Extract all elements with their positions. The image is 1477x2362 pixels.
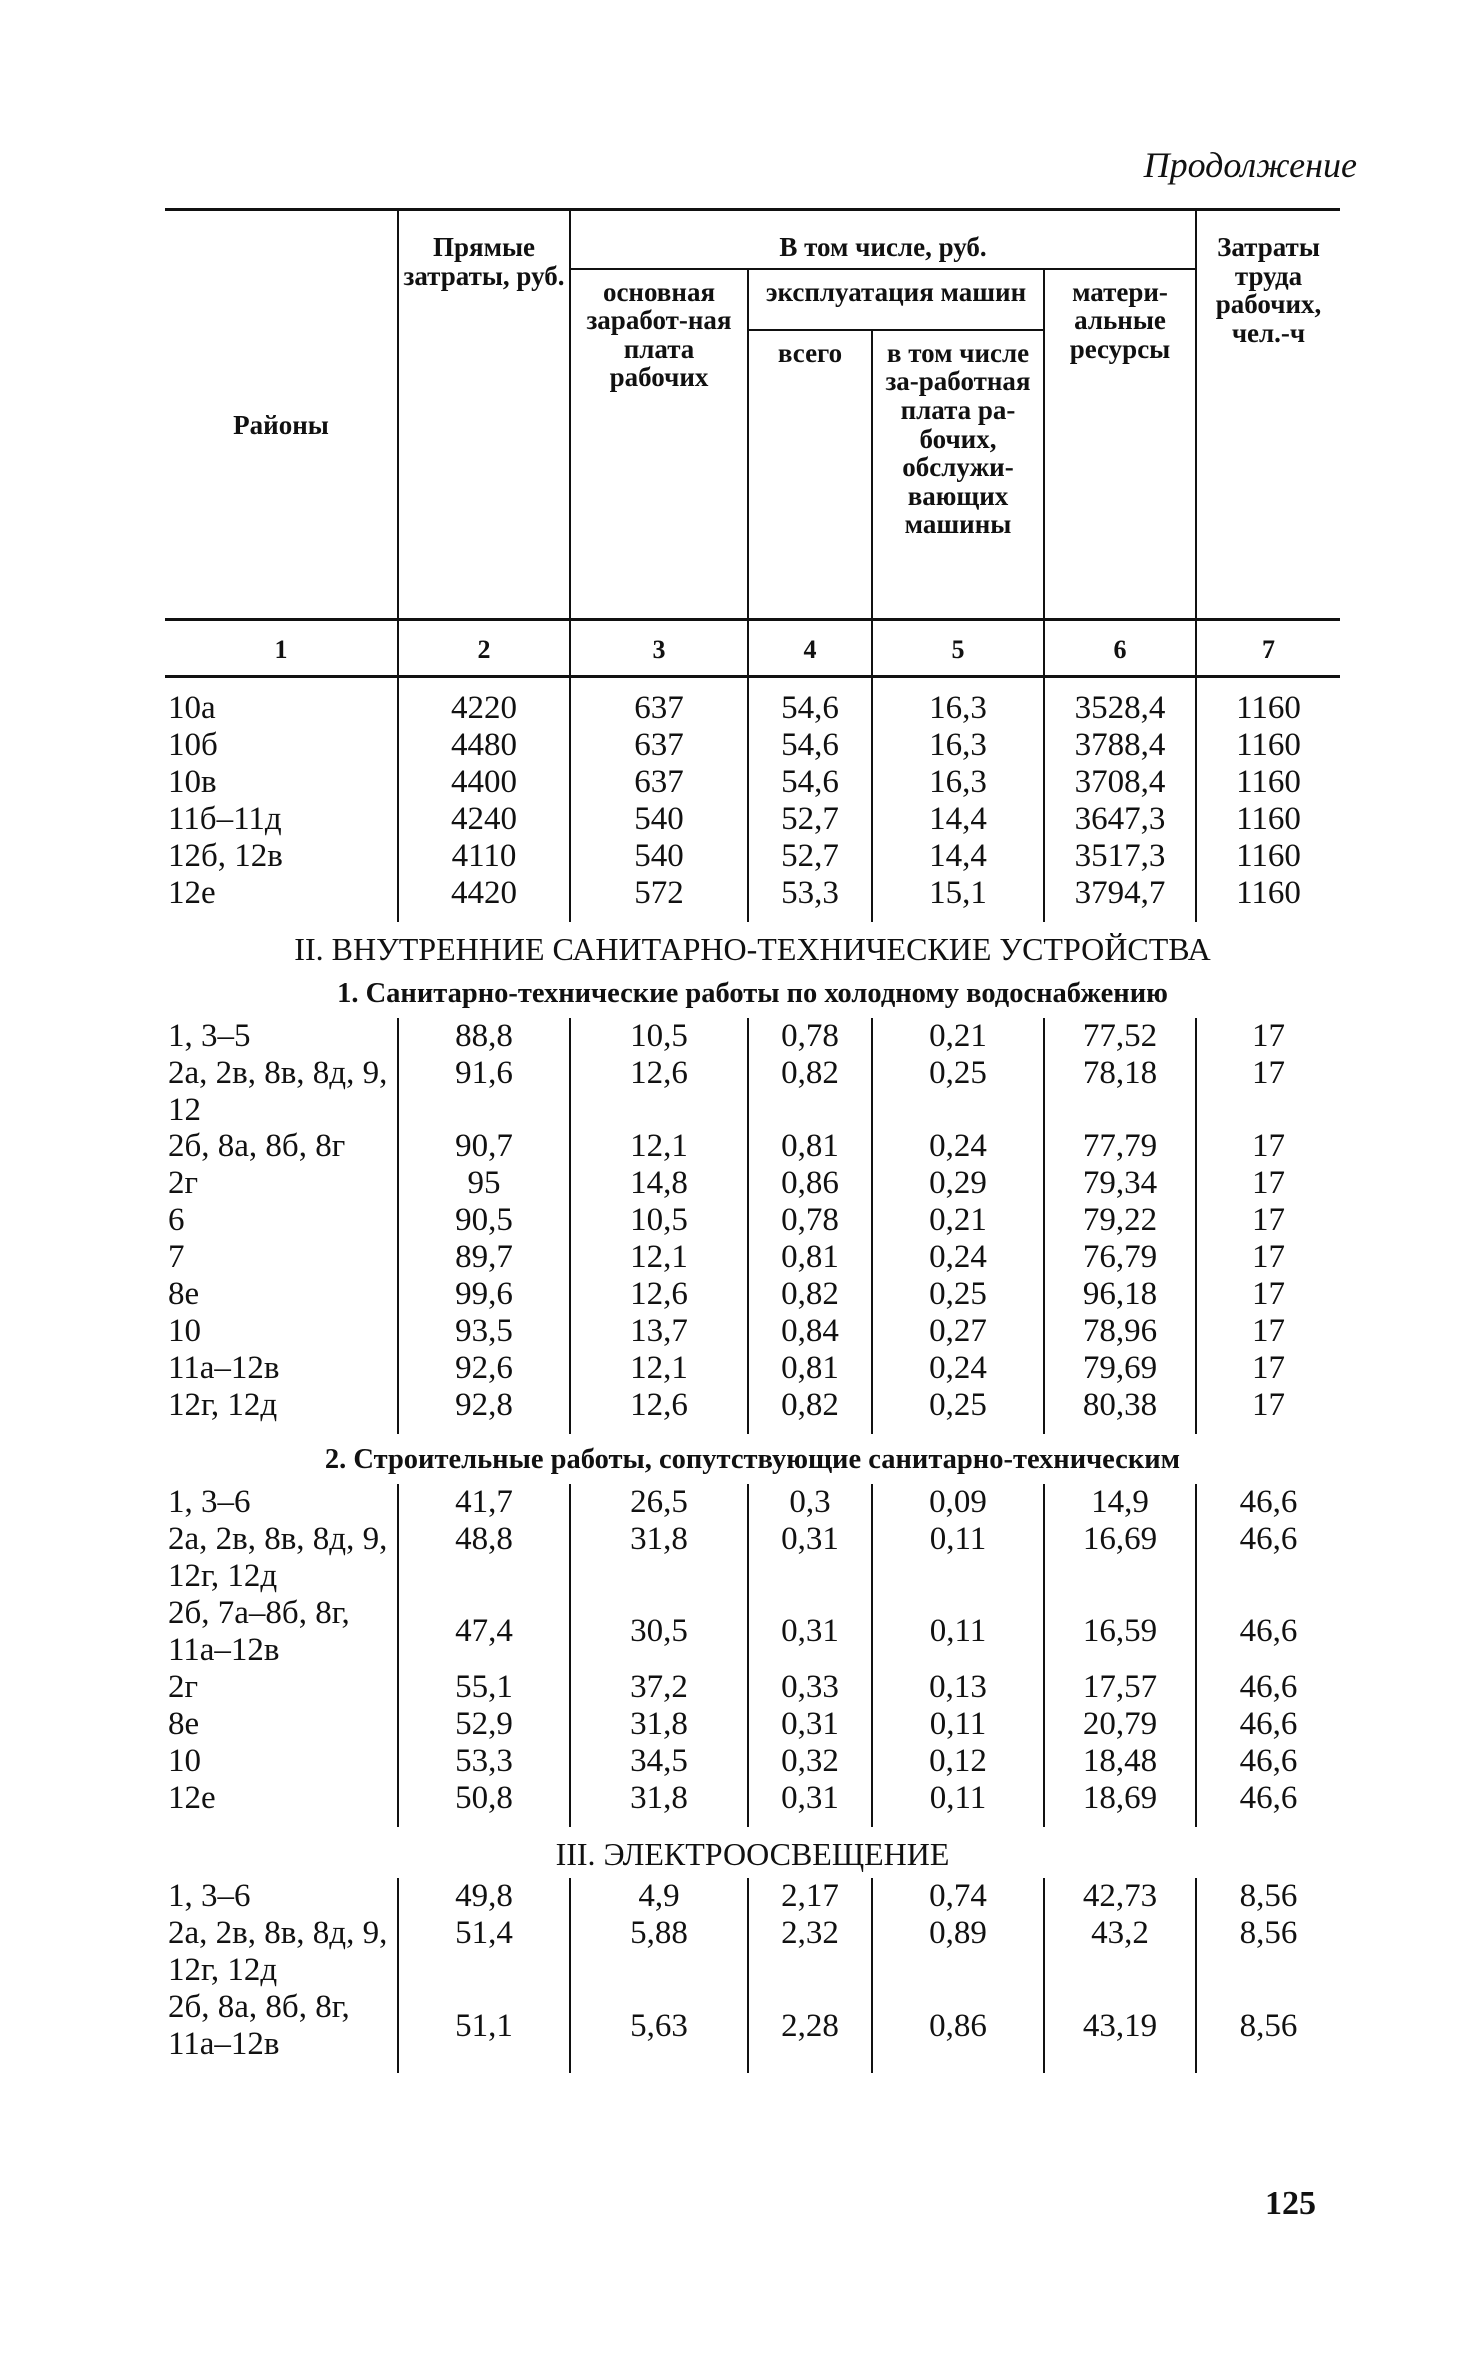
cell-machine-wages: 15,1 xyxy=(872,875,1044,912)
cell-direct-costs: 92,6 xyxy=(398,1350,570,1387)
cell-machine-total: 0,3 xyxy=(748,1484,872,1521)
cell-materials: 14,9 xyxy=(1044,1484,1196,1521)
cell-labor-hours: 46,6 xyxy=(1196,1521,1340,1595)
cell-materials: 43,2 xyxy=(1044,1915,1196,1989)
cell-machine-total: 2,28 xyxy=(748,1989,872,2063)
cell-district: 8е xyxy=(168,1705,200,1742)
cell-labor-hours: 17 xyxy=(1196,1313,1340,1350)
spacer-cell xyxy=(165,2063,398,2073)
cell-materials: 18,69 xyxy=(1044,1780,1196,1817)
cell-materials: 20,79 xyxy=(1044,1706,1196,1743)
cell-base-wages: 12,1 xyxy=(570,1128,748,1165)
cell-district: 7 xyxy=(168,1239,185,1276)
subsection-2-rows xyxy=(165,1484,1340,1827)
header-machine-total: всего xyxy=(748,330,872,619)
table-row xyxy=(165,801,1340,838)
cell-machine-total: 0,81 xyxy=(748,1350,872,1387)
table-row xyxy=(165,1878,1340,1915)
cell-materials: 76,79 xyxy=(1044,1239,1196,1276)
header-including-group: В том числе, руб. xyxy=(570,210,1196,269)
cell-district: 10в xyxy=(168,764,217,801)
cell-machine-wages: 0,27 xyxy=(872,1313,1044,1350)
cell-labor-hours: 17 xyxy=(1196,1128,1340,1165)
col-number-4: 4 xyxy=(748,619,872,677)
col-number-1: 1 xyxy=(165,619,398,677)
section-3-heading xyxy=(165,1827,1340,1879)
spacer-cell xyxy=(165,912,398,922)
cell-machine-wages: 0,25 xyxy=(872,1055,1044,1129)
cell-materials: 3647,3 xyxy=(1044,801,1196,838)
cell-direct-costs: 90,7 xyxy=(398,1128,570,1165)
section-2-heading xyxy=(165,922,1340,1018)
cell-labor-hours: 8,56 xyxy=(1196,1989,1340,2063)
cell-machine-total: 0,82 xyxy=(748,1055,872,1129)
cell-labor-hours: 46,6 xyxy=(1196,1706,1340,1743)
col-number-5: 5 xyxy=(872,619,1044,677)
cell-labor-hours: 17 xyxy=(1196,1055,1340,1129)
cell-materials: 43,19 xyxy=(1044,1989,1196,2063)
cell-materials: 18,48 xyxy=(1044,1743,1196,1780)
col-number-7: 7 xyxy=(1196,619,1340,677)
header-direct-costs: Прямые затраты, руб. xyxy=(398,210,570,620)
cell-materials: 3788,4 xyxy=(1044,727,1196,764)
cell-district: 1, 3–6 xyxy=(168,1484,251,1520)
cell-district: 12е xyxy=(168,874,216,911)
cell-materials: 42,73 xyxy=(1044,1878,1196,1915)
cell-machine-total: 54,6 xyxy=(748,677,872,727)
cell-base-wages: 12,6 xyxy=(570,1387,748,1424)
cell-base-wages: 12,1 xyxy=(570,1350,748,1387)
spacer-cell xyxy=(1196,2063,1340,2073)
cell-district: 10б xyxy=(168,727,218,764)
cell-direct-costs: 4400 xyxy=(398,764,570,801)
cell-direct-costs: 90,5 xyxy=(398,1202,570,1239)
table-row xyxy=(165,1018,1340,1055)
cell-district: 12б, 12в xyxy=(168,837,283,874)
spacer-cell xyxy=(748,1424,872,1434)
header-districts: Районы xyxy=(233,410,329,440)
cell-base-wages: 34,5 xyxy=(570,1743,748,1780)
cell-materials: 96,18 xyxy=(1044,1276,1196,1313)
table-row xyxy=(165,1387,1340,1424)
cell-district: 12е xyxy=(168,1779,216,1816)
cell-labor-hours: 17 xyxy=(1196,1018,1340,1055)
cell-machine-wages: 16,3 xyxy=(872,764,1044,801)
cell-labor-hours: 17 xyxy=(1196,1276,1340,1313)
cell-labor-hours: 1160 xyxy=(1196,801,1340,838)
cell-machine-total: 0,78 xyxy=(748,1018,872,1055)
spacer-cell xyxy=(398,1817,570,1827)
cell-labor-hours: 46,6 xyxy=(1196,1595,1340,1669)
cell-labor-hours: 1160 xyxy=(1196,727,1340,764)
cell-direct-costs: 51,1 xyxy=(398,1989,570,2063)
cell-machine-wages: 0,09 xyxy=(872,1484,1044,1521)
cell-base-wages: 26,5 xyxy=(570,1484,748,1521)
cell-machine-wages: 14,4 xyxy=(872,801,1044,838)
cell-direct-costs: 88,8 xyxy=(398,1018,570,1055)
cell-district: 6 xyxy=(168,1202,185,1239)
cell-machine-total: 0,31 xyxy=(748,1521,872,1595)
cell-materials: 3528,4 xyxy=(1044,677,1196,727)
cell-direct-costs: 89,7 xyxy=(398,1239,570,1276)
cell-labor-hours: 17 xyxy=(1196,1350,1340,1387)
header-material-resources: матери-альные ресурсы xyxy=(1044,269,1196,620)
spacer-cell xyxy=(398,1424,570,1434)
spacer-cell xyxy=(1044,912,1196,922)
cell-machine-wages: 0,11 xyxy=(872,1706,1044,1743)
subsection-2-title: 2. Строительные работы, сопутствующие санитарно-техническим xyxy=(324,1444,1181,1476)
cell-machine-wages: 0,11 xyxy=(872,1521,1044,1595)
cell-district: 1, 3–5 xyxy=(168,1017,251,1054)
cell-district: 11б–11д xyxy=(168,801,282,838)
spacer-cell xyxy=(872,1424,1044,1434)
spacer-cell xyxy=(1196,1424,1340,1434)
cell-machine-wages: 0,11 xyxy=(872,1780,1044,1817)
cell-district: 2б, 8а, 8б, 8г, 11а–12в xyxy=(168,1989,350,2063)
cell-direct-costs: 53,3 xyxy=(398,1743,570,1780)
header-base-wages: основная заработ-ная плата рабочих xyxy=(570,269,748,620)
cell-labor-hours: 1160 xyxy=(1196,677,1340,727)
cell-machine-wages: 0,21 xyxy=(872,1202,1044,1239)
spacer-cell xyxy=(1196,912,1340,922)
cell-base-wages: 12,6 xyxy=(570,1276,748,1313)
cell-machine-total: 0,84 xyxy=(748,1313,872,1350)
continuation-label: Продолжение xyxy=(1143,145,1357,185)
cell-base-wages: 13,7 xyxy=(570,1313,748,1350)
table-row xyxy=(165,838,1340,875)
cell-base-wages: 637 xyxy=(570,677,748,727)
cell-labor-hours: 46,6 xyxy=(1196,1743,1340,1780)
cell-district: 10 xyxy=(168,1313,201,1350)
cell-labor-hours: 8,56 xyxy=(1196,1915,1340,1989)
cell-direct-costs: 41,7 xyxy=(398,1484,570,1521)
cell-machine-total: 0,31 xyxy=(748,1706,872,1743)
cell-district: 8е xyxy=(168,1276,200,1313)
cell-labor-hours: 8,56 xyxy=(1196,1878,1340,1915)
table-row xyxy=(165,1669,1340,1706)
cell-base-wages: 540 xyxy=(570,838,748,875)
cell-district: 2а, 2в, 8в, 8д, 9, 12г, 12д xyxy=(168,1915,388,1989)
cell-base-wages: 31,8 xyxy=(570,1521,748,1595)
table-row xyxy=(165,1202,1340,1239)
col-number-2: 2 xyxy=(398,619,570,677)
cell-materials: 77,52 xyxy=(1044,1018,1196,1055)
cell-base-wages: 540 xyxy=(570,801,748,838)
table-row xyxy=(165,1239,1340,1276)
spacer-cell xyxy=(570,1817,748,1827)
cell-machine-wages: 0,21 xyxy=(872,1018,1044,1055)
spacer-cell xyxy=(748,912,872,922)
cell-district: 2г xyxy=(168,1165,199,1202)
cell-base-wages: 12,6 xyxy=(570,1055,748,1129)
cell-materials: 79,22 xyxy=(1044,1202,1196,1239)
cost-table xyxy=(165,208,1340,2073)
cell-direct-costs: 4220 xyxy=(398,677,570,727)
cell-district: 2б, 8а, 8б, 8г xyxy=(168,1128,346,1165)
cell-district: 12г, 12д xyxy=(168,1387,278,1424)
cell-machine-wages: 0,13 xyxy=(872,1669,1044,1706)
table-row xyxy=(165,1313,1340,1350)
cell-machine-total: 0,31 xyxy=(748,1595,872,1669)
section-3-rows xyxy=(165,1878,1340,2073)
section-3-title: III. ЭЛЕКТРООСВЕЩЕНИЕ xyxy=(555,1835,950,1872)
row-spacer xyxy=(165,2063,1340,2073)
row-spacer xyxy=(165,1424,1340,1434)
cell-machine-total: 52,7 xyxy=(748,838,872,875)
spacer-cell xyxy=(165,1817,398,1827)
subsection-1-title: 1. Санитарно-технические работы по холодному водоснабжению xyxy=(337,977,1168,1009)
column-numbers-row xyxy=(165,619,1340,677)
cell-machine-total: 52,7 xyxy=(748,801,872,838)
spacer-cell xyxy=(398,912,570,922)
cell-district: 1, 3–6 xyxy=(168,1878,251,1915)
table-row xyxy=(165,677,1340,727)
spacer-cell xyxy=(1196,1817,1340,1827)
spacer-cell xyxy=(1044,1817,1196,1827)
section-0-rows xyxy=(165,677,1340,922)
spacer-cell xyxy=(1044,2063,1196,2073)
cell-labor-hours: 1160 xyxy=(1196,875,1340,912)
spacer-cell xyxy=(398,2063,570,2073)
cell-machine-wages: 0,89 xyxy=(872,1915,1044,1989)
cell-machine-wages: 0,25 xyxy=(872,1276,1044,1313)
table-row xyxy=(165,1165,1340,1202)
cell-machine-wages: 16,3 xyxy=(872,677,1044,727)
row-spacer xyxy=(165,912,1340,922)
cell-direct-costs: 55,1 xyxy=(398,1669,570,1706)
table-row xyxy=(165,1055,1340,1129)
cell-direct-costs: 93,5 xyxy=(398,1313,570,1350)
cell-materials: 79,69 xyxy=(1044,1350,1196,1387)
cell-base-wages: 572 xyxy=(570,875,748,912)
cell-direct-costs: 99,6 xyxy=(398,1276,570,1313)
spacer-cell xyxy=(570,2063,748,2073)
table-row xyxy=(165,875,1340,912)
spacer-cell xyxy=(872,1817,1044,1827)
cell-labor-hours: 46,6 xyxy=(1196,1484,1340,1521)
spacer-cell xyxy=(748,1817,872,1827)
table-row xyxy=(165,764,1340,801)
table-row xyxy=(165,1915,1340,1989)
cell-base-wages: 5,88 xyxy=(570,1915,748,1989)
spacer-cell xyxy=(872,912,1044,922)
cell-district: 2г xyxy=(168,1668,199,1705)
cell-base-wages: 637 xyxy=(570,727,748,764)
cell-labor-hours: 17 xyxy=(1196,1387,1340,1424)
cell-labor-hours: 17 xyxy=(1196,1239,1340,1276)
cell-materials: 77,79 xyxy=(1044,1128,1196,1165)
cell-materials: 78,96 xyxy=(1044,1313,1196,1350)
cell-materials: 3794,7 xyxy=(1044,875,1196,912)
cell-materials: 80,38 xyxy=(1044,1387,1196,1424)
cell-machine-total: 54,6 xyxy=(748,764,872,801)
cell-base-wages: 4,9 xyxy=(570,1878,748,1915)
cell-machine-wages: 0,12 xyxy=(872,1743,1044,1780)
cell-materials: 3708,4 xyxy=(1044,764,1196,801)
cell-machine-wages: 16,3 xyxy=(872,727,1044,764)
cell-machine-total: 0,31 xyxy=(748,1780,872,1817)
table-row xyxy=(165,1743,1340,1780)
spacer-cell xyxy=(570,1424,748,1434)
cell-machine-wages: 0,86 xyxy=(872,1989,1044,2063)
cell-base-wages: 5,63 xyxy=(570,1989,748,2063)
col-number-6: 6 xyxy=(1044,619,1196,677)
header-labor-costs: Затраты труда рабочих, чел.-ч xyxy=(1196,210,1340,620)
cell-machine-wages: 0,74 xyxy=(872,1878,1044,1915)
cell-base-wages: 12,1 xyxy=(570,1239,748,1276)
cell-district: 10а xyxy=(168,690,216,727)
table-row xyxy=(165,1521,1340,1595)
cell-materials: 3517,3 xyxy=(1044,838,1196,875)
cell-machine-total: 0,81 xyxy=(748,1239,872,1276)
cell-labor-hours: 46,6 xyxy=(1196,1669,1340,1706)
cell-machine-wages: 0,11 xyxy=(872,1595,1044,1669)
table-row xyxy=(165,1706,1340,1743)
spacer-cell xyxy=(748,2063,872,2073)
spacer-cell xyxy=(570,912,748,922)
cell-base-wages: 30,5 xyxy=(570,1595,748,1669)
cell-labor-hours: 1160 xyxy=(1196,838,1340,875)
cell-machine-wages: 0,24 xyxy=(872,1239,1044,1276)
cell-machine-total: 54,6 xyxy=(748,727,872,764)
cell-direct-costs: 4240 xyxy=(398,801,570,838)
cell-labor-hours: 46,6 xyxy=(1196,1780,1340,1817)
spacer-cell xyxy=(165,1424,398,1434)
row-spacer xyxy=(165,1817,1340,1827)
table-row xyxy=(165,1780,1340,1817)
cell-direct-costs: 4110 xyxy=(398,838,570,875)
subsection-1-rows xyxy=(165,1018,1340,1434)
cell-base-wages: 637 xyxy=(570,764,748,801)
cell-base-wages: 14,8 xyxy=(570,1165,748,1202)
cell-district: 2б, 7а–8б, 8г, 11а–12в xyxy=(168,1594,350,1668)
cell-materials: 79,34 xyxy=(1044,1165,1196,1202)
cell-direct-costs: 4420 xyxy=(398,875,570,912)
table-row xyxy=(165,1276,1340,1313)
cell-materials: 78,18 xyxy=(1044,1055,1196,1129)
cell-labor-hours: 1160 xyxy=(1196,764,1340,801)
cell-machine-total: 0,32 xyxy=(748,1743,872,1780)
cell-base-wages: 31,8 xyxy=(570,1780,748,1817)
cell-labor-hours: 17 xyxy=(1196,1202,1340,1239)
cell-district: 2а, 2в, 8в, 8д, 9, 12г, 12д xyxy=(168,1520,388,1594)
table-row xyxy=(165,1595,1340,1669)
cell-machine-total: 0,33 xyxy=(748,1669,872,1706)
cell-machine-total: 0,82 xyxy=(748,1387,872,1424)
cell-district: 10 xyxy=(168,1742,201,1779)
cell-machine-total: 2,17 xyxy=(748,1878,872,1915)
cell-base-wages: 10,5 xyxy=(570,1202,748,1239)
cell-direct-costs: 52,9 xyxy=(398,1706,570,1743)
cell-direct-costs: 4480 xyxy=(398,727,570,764)
cell-materials: 16,69 xyxy=(1044,1521,1196,1595)
cell-district: 11а–12в xyxy=(168,1350,280,1387)
cell-direct-costs: 51,4 xyxy=(398,1915,570,1989)
cell-direct-costs: 48,8 xyxy=(398,1521,570,1595)
cell-machine-total: 53,3 xyxy=(748,875,872,912)
subsection-2-heading xyxy=(165,1434,1340,1484)
cell-machine-total: 0,81 xyxy=(748,1128,872,1165)
cell-direct-costs: 92,8 xyxy=(398,1387,570,1424)
table-row xyxy=(165,727,1340,764)
table-header xyxy=(165,210,1340,677)
cell-machine-total: 0,82 xyxy=(748,1276,872,1313)
cell-machine-total: 0,78 xyxy=(748,1202,872,1239)
cell-labor-hours: 17 xyxy=(1196,1165,1340,1202)
cell-machine-wages: 0,25 xyxy=(872,1387,1044,1424)
cell-base-wages: 37,2 xyxy=(570,1669,748,1706)
cell-district: 2а, 2в, 8в, 8д, 9, 12 xyxy=(168,1054,388,1128)
cell-direct-costs: 95 xyxy=(398,1165,570,1202)
spacer-cell xyxy=(1044,1424,1196,1434)
table-row xyxy=(165,1484,1340,1521)
col-number-3: 3 xyxy=(570,619,748,677)
cell-direct-costs: 91,6 xyxy=(398,1055,570,1129)
section-2-title: II. ВНУТРЕННИЕ САНИТАРНО-ТЕХНИЧЕСКИЕ УСТРОЙСТВА xyxy=(294,930,1211,967)
table-row xyxy=(165,1350,1340,1387)
cell-machine-wages: 0,29 xyxy=(872,1165,1044,1202)
cell-machine-wages: 14,4 xyxy=(872,838,1044,875)
cell-materials: 16,59 xyxy=(1044,1595,1196,1669)
cell-direct-costs: 50,8 xyxy=(398,1780,570,1817)
cell-materials: 17,57 xyxy=(1044,1669,1196,1706)
header-machine-wages: в том числе за-работная плата ра-бочих, обслужи-вающих машины xyxy=(872,330,1044,619)
spacer-cell xyxy=(872,2063,1044,2073)
cell-machine-total: 2,32 xyxy=(748,1915,872,1989)
cell-machine-wages: 0,24 xyxy=(872,1128,1044,1165)
cell-direct-costs: 47,4 xyxy=(398,1595,570,1669)
cell-base-wages: 10,5 xyxy=(570,1018,748,1055)
cell-base-wages: 31,8 xyxy=(570,1706,748,1743)
cell-machine-wages: 0,24 xyxy=(872,1350,1044,1387)
table-row xyxy=(165,1128,1340,1165)
cell-machine-total: 0,86 xyxy=(748,1165,872,1202)
cell-direct-costs: 49,8 xyxy=(398,1878,570,1915)
page-number: 125 xyxy=(1265,2185,1316,2222)
table-row xyxy=(165,1989,1340,2063)
header-machine-operation: эксплуатация машин xyxy=(748,269,1044,330)
